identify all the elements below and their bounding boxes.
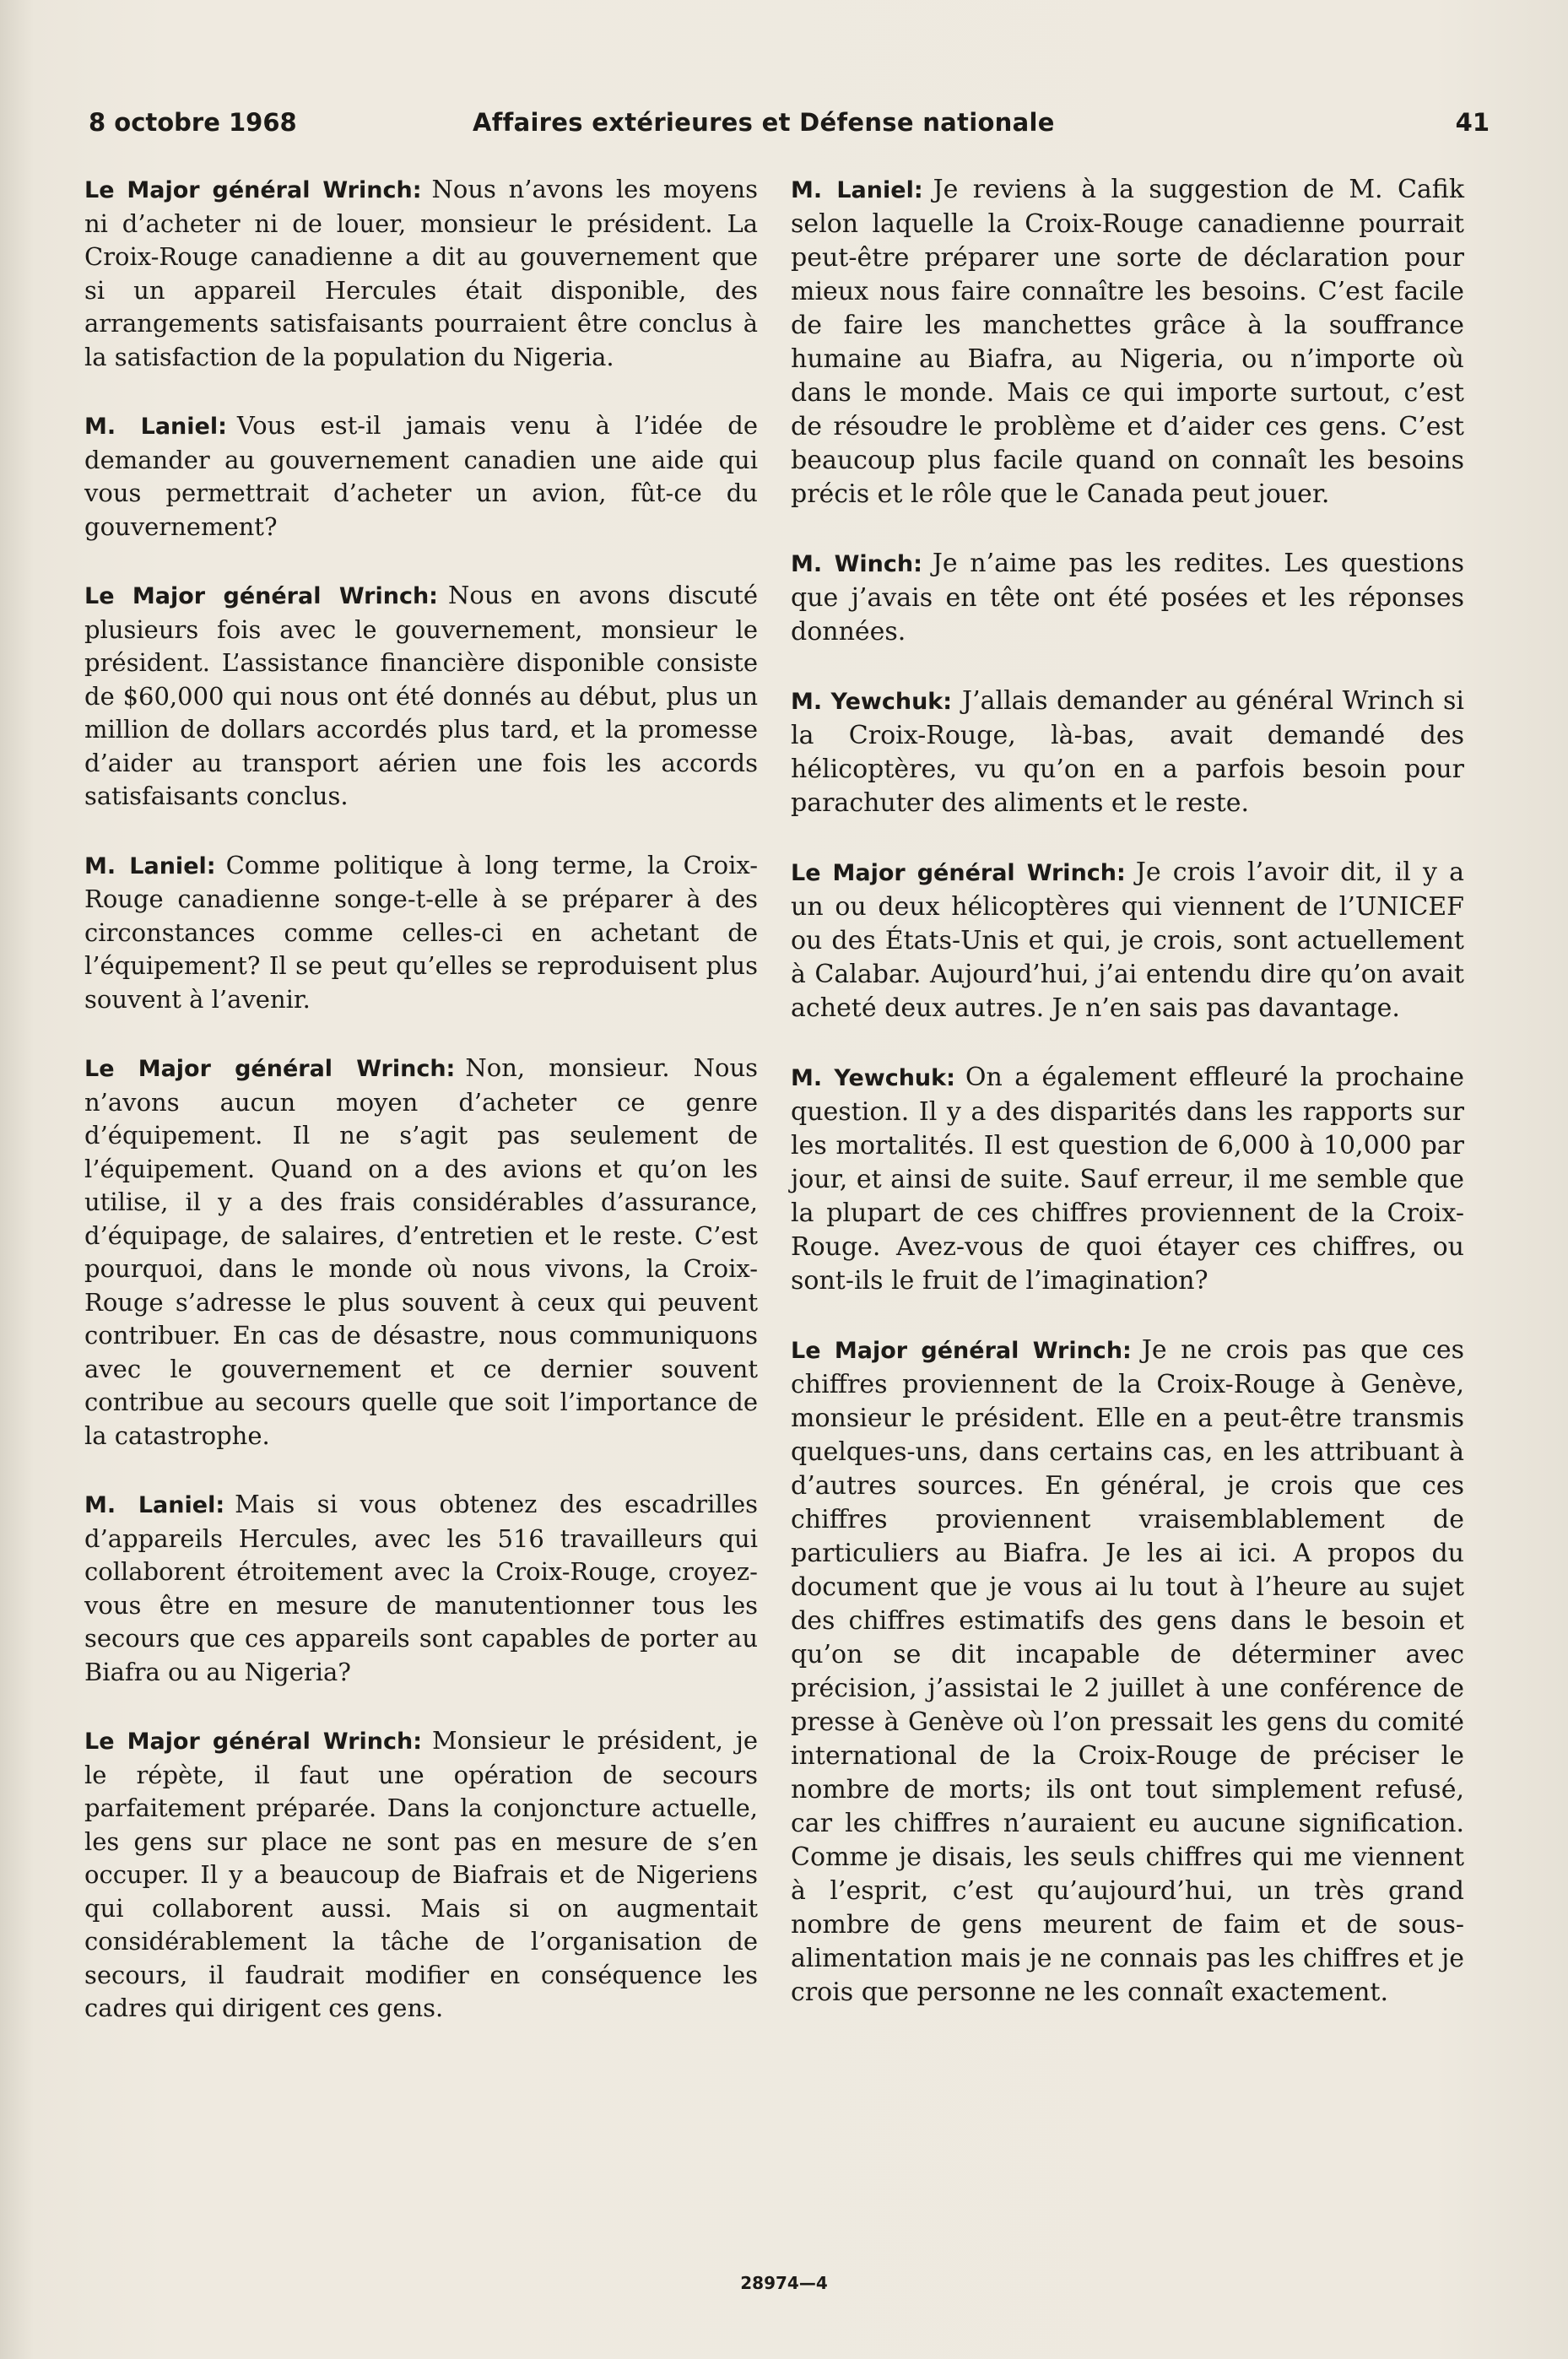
paragraph-text: Je n’aime pas les redites. Les questions que j’avais en tête ont été posées et les réponses données.	[791, 549, 1465, 647]
paragraph-text: Je reviens à la suggestion de M. Cafik selon laquelle la Croix-Rouge canadienne pourrait peut-être préparer une sorte de déclaration pour mieux nous faire connaître les besoins. C’est facile de faire les manchettes grâce à la souffrance humaine au Biafra, au Nigeria, ou n’importe où dans le monde. Mais ce qui importe surtout, c’est de résoudre le problème et d’aider ces gens. C’est beaucoup plus facile quand on connaît les besoins précis et le rôle que le Canada peut jouer.	[791, 175, 1464, 509]
paragraph-text: Monsieur le président, je le répète, il faut une opération de secours parfaitement préparée. Dans la conjoncture actuelle, les gens sur place ne sont pas en mesure de s’en occuper. Il y a beaucoup de Biafrais et de Nigeriens qui collaborent aussi. Mais si on augmentait considérablement la tâche de l’organisation de secours, il faudrait modifier en conséquence les cadres qui dirigent ces gens.	[84, 1726, 758, 2022]
paragraph-text: Non, monsieur. Nous n’avons aucun moyen d’acheter ce genre d’équipement. Il ne s’agit pas seulement de l’équipement. Quand on a des avions et qu’on les utilise, il y a des frais considérables d’assurance, d’équipage, de salaires, d’entretien et le reste. C’est pourquoi, dans le monde où nous vivons, la Croix-Rouge s’adresse le plus souvent à ceux qui peuvent contribuer. En cas de désastre, nous communiquons avec le gouvernement et ce dernier souvent contribue au secours quelle que soit l’importance de la catastrophe.	[84, 1053, 759, 1450]
paragraph-text: Comme politique à long terme, la Croix-Rouge canadienne songe-t-elle à se préparer à des circonstances comme celles-ci en achetant de l’équipement? Il se peut qu’elles se reproduisent plus souvent à l’avenir.	[84, 850, 758, 1014]
paragraph	[791, 173, 1464, 511]
page-footer-code: 28974—4	[740, 2273, 828, 2293]
speaker-name: Le Major général Wrinch:	[84, 583, 438, 609]
speaker-name: Le Major général Wrinch:	[791, 1338, 1132, 1364]
speaker-name: Le Major général Wrinch:	[84, 177, 422, 203]
paragraph	[84, 849, 758, 1017]
header-date: 8 octobre 1968	[89, 108, 297, 137]
header-title: Affaires extérieures et Défense nationale	[473, 108, 1055, 137]
paragraph	[84, 409, 758, 544]
paragraph-text: J’allais demander au général Wrinch si la Croix-Rouge, là-bas, avait demandé des hélicoptères, vu qu’on en a parfois besoin pour parachuter des aliments et le reste.	[791, 686, 1464, 818]
page-header	[89, 100, 1490, 150]
speaker-name: M. Yewchuk:	[791, 1065, 955, 1091]
left-column	[84, 173, 758, 2061]
speaker-name: M. Winch:	[791, 551, 922, 577]
paragraph	[84, 173, 758, 374]
paragraph	[84, 1724, 758, 2026]
speaker-name: M. Yewchuk:	[791, 689, 953, 715]
paragraph	[84, 579, 758, 814]
paragraph	[791, 1334, 1464, 2010]
paragraph-text: Nous n’avons les moyens ni d’acheter ni de louer, monsieur le président. La Croix-Rouge canadienne a dit au gouvernement que si un appareil Hercules était disponible, des arrangements satisfaisants pourraient être conclus à la satisfaction de la population du Nigeria.	[84, 175, 758, 371]
paragraph	[791, 684, 1464, 820]
paragraph-text: Nous en avons discuté plusieurs fois avec le gouvernement, monsieur le président. L’assistance financière disponible consiste de $60,000 qui nous ont été donnés au début, plus un million de dollars accordés plus tard, et la promesse d’aider au transport aérien une fois les accords satisfaisants conclus.	[84, 581, 758, 810]
paragraph	[791, 1061, 1464, 1298]
paragraph-text: Vous est-il jamais venu à l’idée de demander au gouvernement canadien une aide qui vous permettrait d’acheter un avion, fût-ce du gouvernement?	[84, 411, 758, 541]
speaker-name: M. Laniel:	[84, 852, 216, 879]
right-column	[791, 173, 1464, 2045]
speaker-name: M. Laniel:	[84, 1492, 225, 1518]
speaker-name: Le Major général Wrinch:	[791, 860, 1126, 886]
header-page-number: 41	[1455, 108, 1490, 137]
paragraph-text: Je crois l’avoir dit, il y a un ou deux hélicoptères qui viennent de l’UNICEF ou des États-Unis et qui, je crois, sont actuellement à Calabar. Aujourd’hui, j’ai entendu dire qu’on avait acheté deux autres. Je n’en sais pas davantage.	[791, 858, 1464, 1023]
paragraph-text: Je ne crois pas que ces chiffres proviennent de la Croix-Rouge à Genève, monsieur le président. Elle en a peut-être transmis quelques-uns, dans certains cas, en les attribuant à d’autres sources. En général, je crois que ces chiffres proviennent vraisemblablement de particuliers au Biafra. Je les ai ici. A propos du document que je vous ai lu tout à l’heure au sujet des chiffres estimatifs des gens dans le besoin et qu’on se dit incapable de déterminer avec précision, j’assistai le 2 juillet à une conférence de presse à Genève où l’on pressait les gens du comité international de la Croix-Rouge de préciser le nombre de morts; ils ont tout simplement refusé, car les chiffres n’auraient eu aucune signification. Comme je disais, les seuls chiffres qui me viennent à l’esprit, c’est qu’aujourd’hui, un très grand nombre de gens meurent de faim et de sous-alimentation mais je ne connais pas les chiffres et je crois que personne ne les connaît exactement.	[791, 1335, 1464, 2007]
paragraph-text: Mais si vous obtenez des escadrilles d’appareils Hercules, avec les 516 travailleurs qui collaborent étroitement avec la Croix-Rouge, croyez-vous être en mesure de manutentionner tous les secours que ces appareils sont capables de porter au Biafra ou au Nigeria?	[84, 1490, 758, 1686]
paragraph	[791, 547, 1464, 649]
speaker-name: M. Laniel:	[791, 177, 923, 203]
paragraph	[84, 1052, 758, 1453]
speaker-name: Le Major général Wrinch:	[84, 1729, 423, 1755]
paragraph	[84, 1488, 758, 1689]
speaker-name: M. Laniel:	[84, 414, 227, 440]
paragraph-text: On a également effleuré la prochaine question. Il y a des disparités dans les rapports sur les mortalités. Il est question de 6,000 à 10,000 par jour, et ainsi de suite. Sauf erreur, il me semble que la plupart de ces chiffres proviennent de la Croix-Rouge. Avez-vous de quoi étayer ces chiffres, ou sont-ils le fruit de l’imagination?	[791, 1063, 1464, 1296]
speaker-name: Le Major général Wrinch:	[84, 1056, 456, 1082]
paragraph	[791, 856, 1464, 1025]
